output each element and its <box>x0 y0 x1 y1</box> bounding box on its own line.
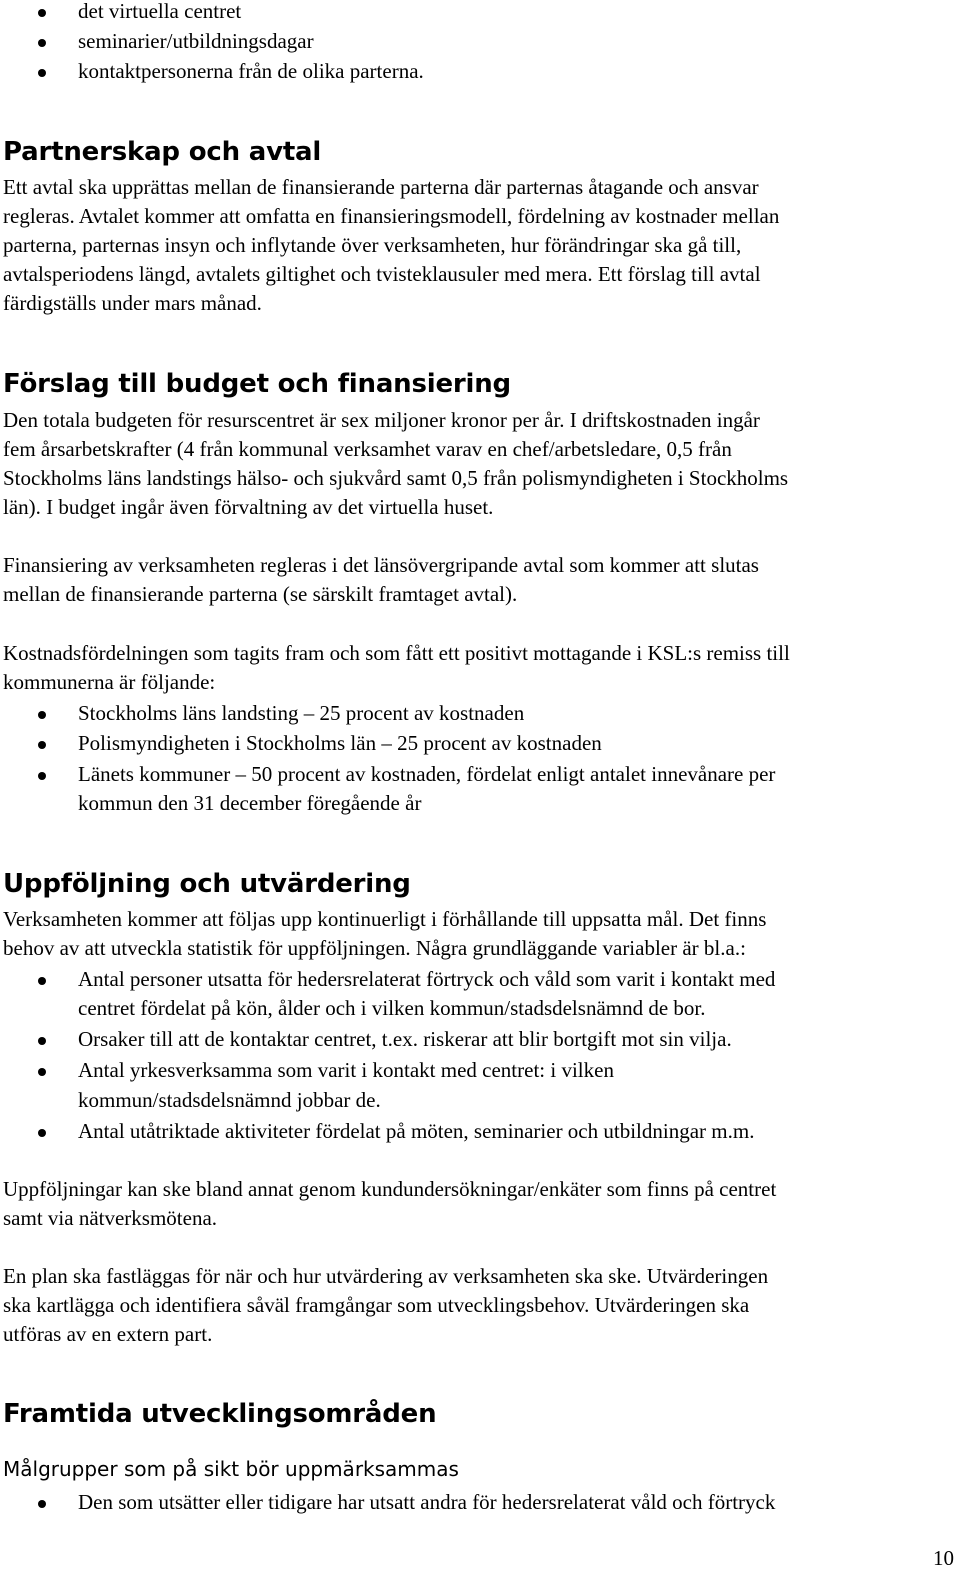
section-heading-partnerskap: Partnerskap och avtal <box>3 137 322 167</box>
bullet-dot <box>38 1500 46 1508</box>
bullet-dot <box>38 977 46 985</box>
list-item: Stockholms läns landsting – 25 procent av kostnaden <box>78 701 525 725</box>
paragraph-line: fem årsarbetskrafter (4 från kommunal verksamhet varav en chef/arbetsledare, 0,5 från <box>3 437 732 461</box>
list-item: Antal personer utsatta för hedersrelaterat förtryck och våld som varit i kontakt med <box>78 967 776 991</box>
bullet-dot <box>38 9 46 17</box>
section-heading-uppfoljning: Uppföljning och utvärdering <box>3 869 411 899</box>
paragraph-line: Kostnadsfördelningen som tagits fram och som fått ett positivt mottagande i KSL:s remiss till <box>3 641 790 665</box>
bullet-dot <box>38 1037 46 1045</box>
list-item: Länets kommuner – 50 procent av kostnaden, fördelat enligt antalet innevånare per <box>78 762 776 786</box>
paragraph-line: Verksamheten kommer att följas upp kontinuerligt i förhållande till uppsatta mål. Det finns <box>3 907 767 931</box>
paragraph-line: Ett avtal ska upprättas mellan de finansierande parterna där parternas åtagande och ansvar <box>3 175 759 199</box>
paragraph-line: kommunerna är följande: <box>3 670 216 694</box>
paragraph-line: ska kartlägga och identifiera såväl framgångar som utvecklingsbehov. Utvärderingen ska <box>3 1293 750 1317</box>
list-item: Antal yrkesverksamma som varit i kontakt med centret: i vilken <box>78 1058 614 1082</box>
paragraph-line: län). I budget ingår även förvaltning av det virtuella huset. <box>3 495 494 519</box>
section-heading-framtida: Framtida utvecklingsområden <box>3 1399 437 1429</box>
paragraph-line: avtalsperiodens längd, avtalets giltighet och tvisteklausuler med mera. Ett förslag till avtal <box>3 262 761 286</box>
paragraph-line: Stockholms läns landstings hälso- och sjukvård samt 0,5 från polismyndigheten i Stockholms <box>3 466 789 490</box>
bullet-dot <box>38 772 46 780</box>
paragraph-line: mellan de finansierande parterna (se särskilt framtaget avtal). <box>3 582 518 606</box>
paragraph-line: En plan ska fastläggas för när och hur utvärdering av verksamheten ska ske. Utvärderingen <box>3 1264 769 1288</box>
bullet-dot <box>38 741 46 749</box>
list-item: Den som utsätter eller tidigare har utsatt andra för hedersrelaterat våld och förtryck <box>78 1490 776 1514</box>
paragraph-line: parterna, parternas insyn och inflytande över verksamheten, hur förändringar ska gå till, <box>3 233 742 257</box>
list-item: Orsaker till att de kontaktar centret, t.ex. riskerar att blir bortgift mot sin vilja. <box>78 1027 732 1051</box>
list-item: Polismyndigheten i Stockholms län – 25 procent av kostnaden <box>78 731 602 755</box>
bullet-dot <box>38 69 46 77</box>
paragraph-line: behov av att utveckla statistik för uppföljningen. Några grundläggande variabler är bl.a.: <box>3 936 746 960</box>
subsection-heading: Målgrupper som på sikt bör uppmärksammas <box>3 1457 459 1481</box>
bullet-dot <box>38 1129 46 1137</box>
list-item-continuation: kommun/stadsdelsnämnd jobbar de. <box>78 1088 381 1112</box>
list-item: Antal utåtriktade aktiviteter fördelat på möten, seminarier och utbildningar m.m. <box>78 1119 755 1143</box>
list-item-continuation: centret fördelat på kön, ålder och i vilken kommun/stadsdelsnämnd de bor. <box>78 996 706 1020</box>
section-heading-budget: Förslag till budget och finansiering <box>3 369 511 399</box>
bullet-dot <box>38 1068 46 1076</box>
paragraph-line: regleras. Avtalet kommer att omfatta en finansieringsmodell, fördelning av kostnader mellan <box>3 204 780 228</box>
paragraph-line: utföras av en extern part. <box>3 1322 213 1346</box>
list-item: seminarier/utbildningsdagar <box>78 29 314 53</box>
paragraph-line: Uppföljningar kan ske bland annat genom kundundersökningar/enkäter som finns på centret <box>3 1177 777 1201</box>
list-item-continuation: kommun den 31 december föregående år <box>78 791 422 815</box>
list-item: kontaktpersonerna från de olika parterna. <box>78 59 424 83</box>
page-number: 10 <box>933 1546 954 1570</box>
paragraph-line: Den totala budgeten för resurscentret är sex miljoner kronor per år. I driftskostnaden ingår <box>3 408 760 432</box>
bullet-dot <box>38 39 46 47</box>
bullet-dot <box>38 711 46 719</box>
paragraph-line: Finansiering av verksamheten regleras i det länsövergripande avtal som kommer att slutas <box>3 553 759 577</box>
list-item: det virtuella centret <box>78 0 242 23</box>
paragraph-line: samt via nätverksmötena. <box>3 1206 218 1230</box>
paragraph-line: färdigställs under mars månad. <box>3 291 262 315</box>
